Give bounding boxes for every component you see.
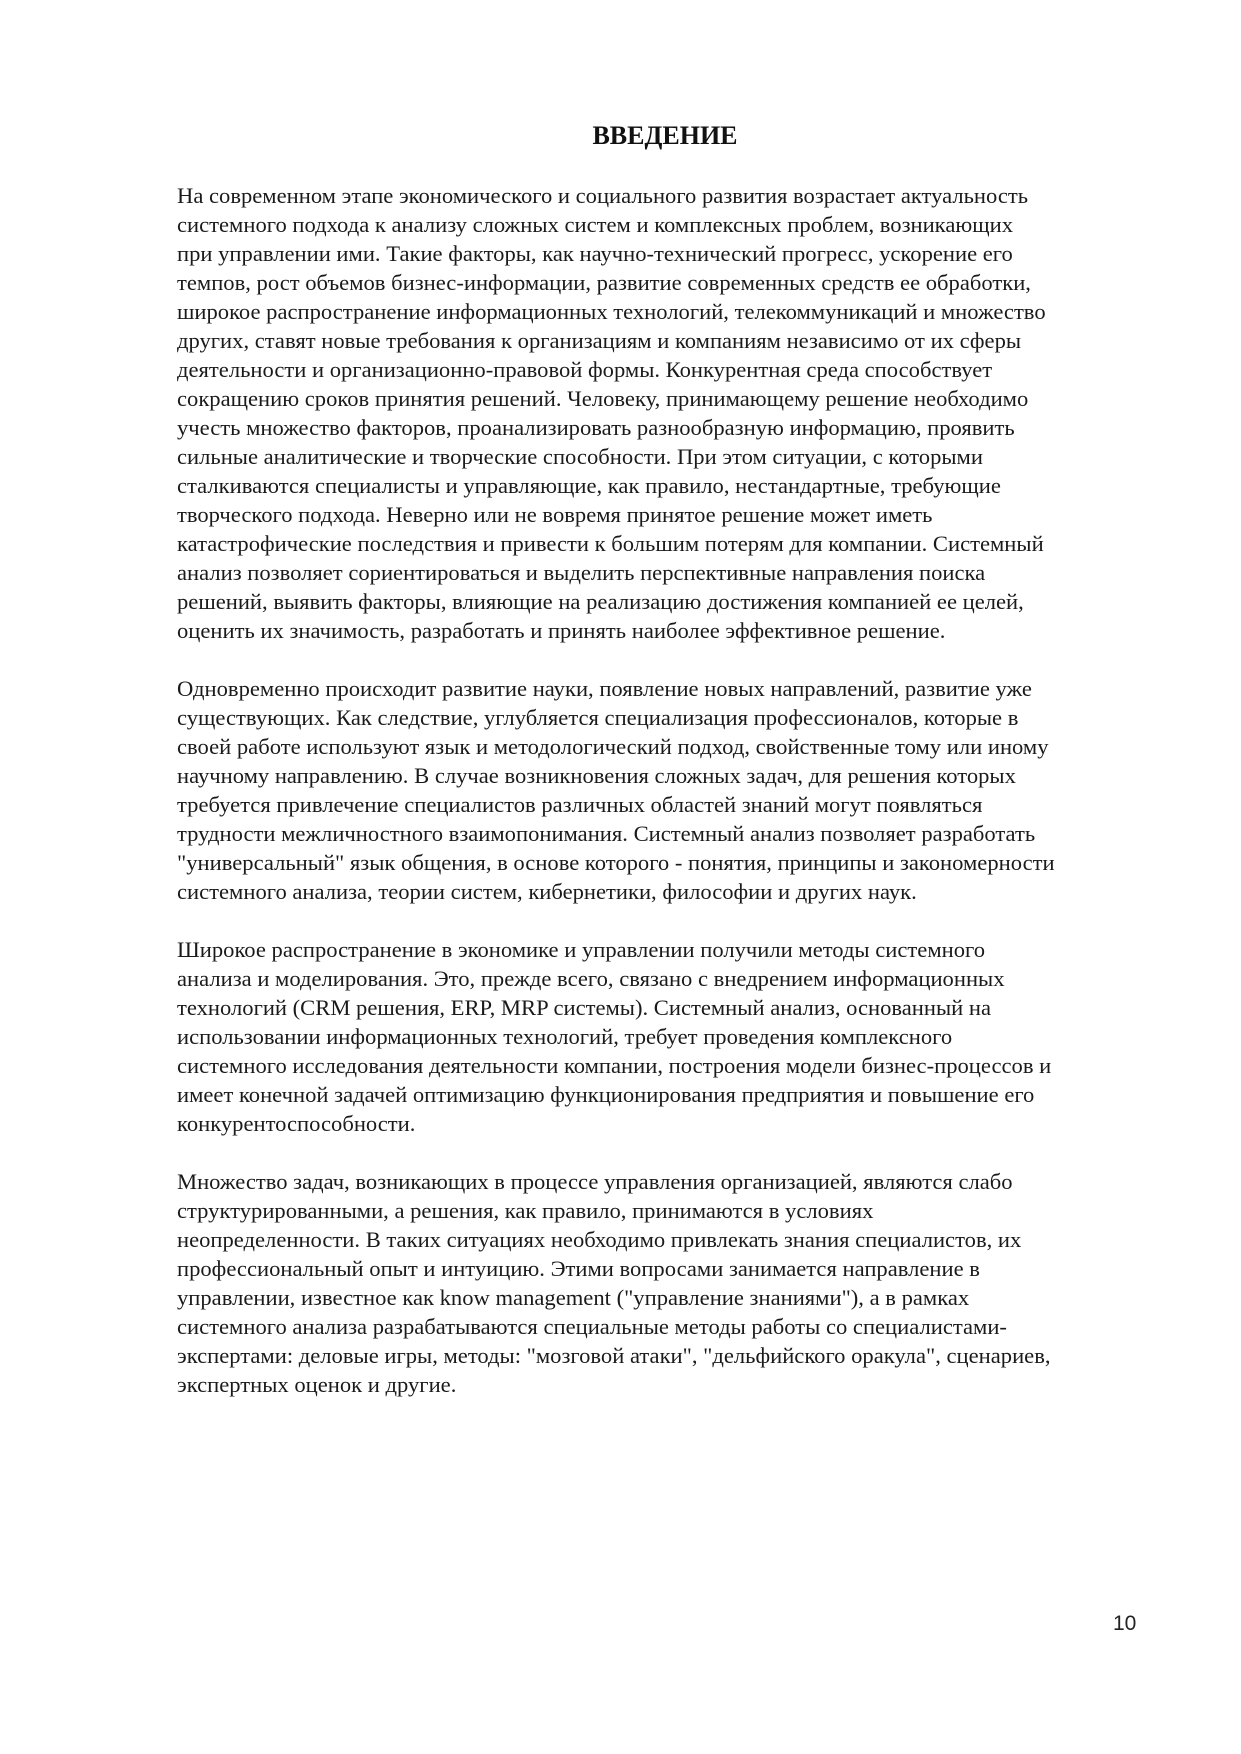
- text-line: системного исследования деятельности компании, построения модели бизнес-процессов и: [177, 1053, 1052, 1078]
- text-line: учесть множество факторов, проанализировать разнообразную информацию, проявить: [177, 415, 1015, 440]
- text-line: темпов, рост объемов бизнес-информации, развитие современных средств ее обработки,: [177, 270, 1031, 295]
- paragraph: [177, 1167, 1167, 1399]
- text-line: имеет конечной задачей оптимизацию функционирования предприятия и повышение его: [177, 1082, 1035, 1107]
- text-line: при управлении ими. Такие факторы, как научно-технический прогресс, ускорение его: [177, 241, 1013, 266]
- text-line: сокращению сроков принятия решений. Человеку, принимающему решение необходимо: [177, 386, 1029, 411]
- page-number: 10: [1113, 1612, 1137, 1635]
- text-line: анализ позволяет сориентироваться и выделить перспективные направления поиска: [177, 560, 986, 585]
- text-line: использовании информационных технологий, требует проведения комплексного: [177, 1024, 953, 1049]
- text-line: оценить их значимость, разработать и принять наиболее эффективное решение.: [177, 618, 946, 643]
- text-line: системного анализа, теории систем, кибернетики, философии и других наук.: [177, 879, 917, 904]
- text-line: технологий (CRM решения, ERP, MRP системы). Системный анализ, основанный на: [177, 995, 992, 1020]
- body-text: [177, 181, 1167, 1428]
- text-line: конкурентоспособности.: [177, 1111, 416, 1136]
- text-line: структурированными, а решения, как правило, принимаются в условиях: [177, 1198, 874, 1223]
- text-line: экспертами: деловые игры, методы: "мозговой атаки", "дельфийского оракула", сценариев,: [177, 1343, 1051, 1368]
- paragraph: [177, 181, 1167, 645]
- text-line: своей работе используют язык и методологический подход, свойственные тому или иному: [177, 734, 1049, 759]
- paragraph: [177, 674, 1167, 906]
- text-line: управлении, известное как know management ("управление знаниями"), а в рамках: [177, 1285, 970, 1310]
- text-line: требуется привлечение специалистов различных областей знаний могут появляться: [177, 792, 983, 817]
- text-line: Множество задач, возникающих в процессе управления организацией, являются слабо: [177, 1169, 1013, 1194]
- text-line: сильные аналитические и творческие способности. При этом ситуации, с которыми: [177, 444, 983, 469]
- text-line: Одновременно происходит развитие науки, появление новых направлений, развитие уже: [177, 676, 1032, 701]
- text-line: широкое распространение информационных технологий, телекоммуникаций и множество: [177, 299, 1046, 324]
- text-line: Широкое распространение в экономике и управлении получили методы системного: [177, 937, 986, 962]
- text-line: деятельности и организационно-правовой формы. Конкурентная среда способствует: [177, 357, 993, 382]
- text-line: На современном этапе экономического и социального развития возрастает актуальность: [177, 183, 1029, 208]
- text-line: существующих. Как следствие, углубляется специализация профессионалов, которые в: [177, 705, 1019, 730]
- text-line: трудности межличностного взаимопонимания. Системный анализ позволяет разработать: [177, 821, 1036, 846]
- text-line: неопределенности. В таких ситуациях необходимо привлекать знания специалистов, их: [177, 1227, 1022, 1252]
- text-line: экспертных оценок и другие.: [177, 1372, 457, 1397]
- text-line: анализа и моделирования. Это, прежде всего, связано с внедрением информационных: [177, 966, 1005, 991]
- text-line: системного анализа разрабатываются специальные методы работы со специалистами-: [177, 1314, 1007, 1339]
- page-title: ВВЕДЕНИЕ: [592, 121, 738, 150]
- text-line: научному направлению. В случае возникновения сложных задач, для решения которых: [177, 763, 1016, 788]
- text-line: системного подхода к анализу сложных систем и комплексных проблем, возникающих: [177, 212, 1014, 237]
- text-line: профессиональный опыт и интуицию. Этими вопросами занимается направление в: [177, 1256, 980, 1281]
- text-line: других, ставят новые требования к организациям и компаниям независимо от их сферы: [177, 328, 1022, 353]
- text-line: катастрофические последствия и привести к большим потерям для компании. Системный: [177, 531, 1044, 556]
- text-line: сталкиваются специалисты и управляющие, как правило, нестандартные, требующие: [177, 473, 1001, 498]
- text-line: решений, выявить факторы, влияющие на реализацию достижения компанией ее целей,: [177, 589, 1024, 614]
- text-line: "универсальный" язык общения, в основе которого - понятия, принципы и закономерности: [177, 850, 1055, 875]
- text-line: творческого подхода. Неверно или не вовремя принятое решение может иметь: [177, 502, 933, 527]
- paragraph: [177, 935, 1167, 1138]
